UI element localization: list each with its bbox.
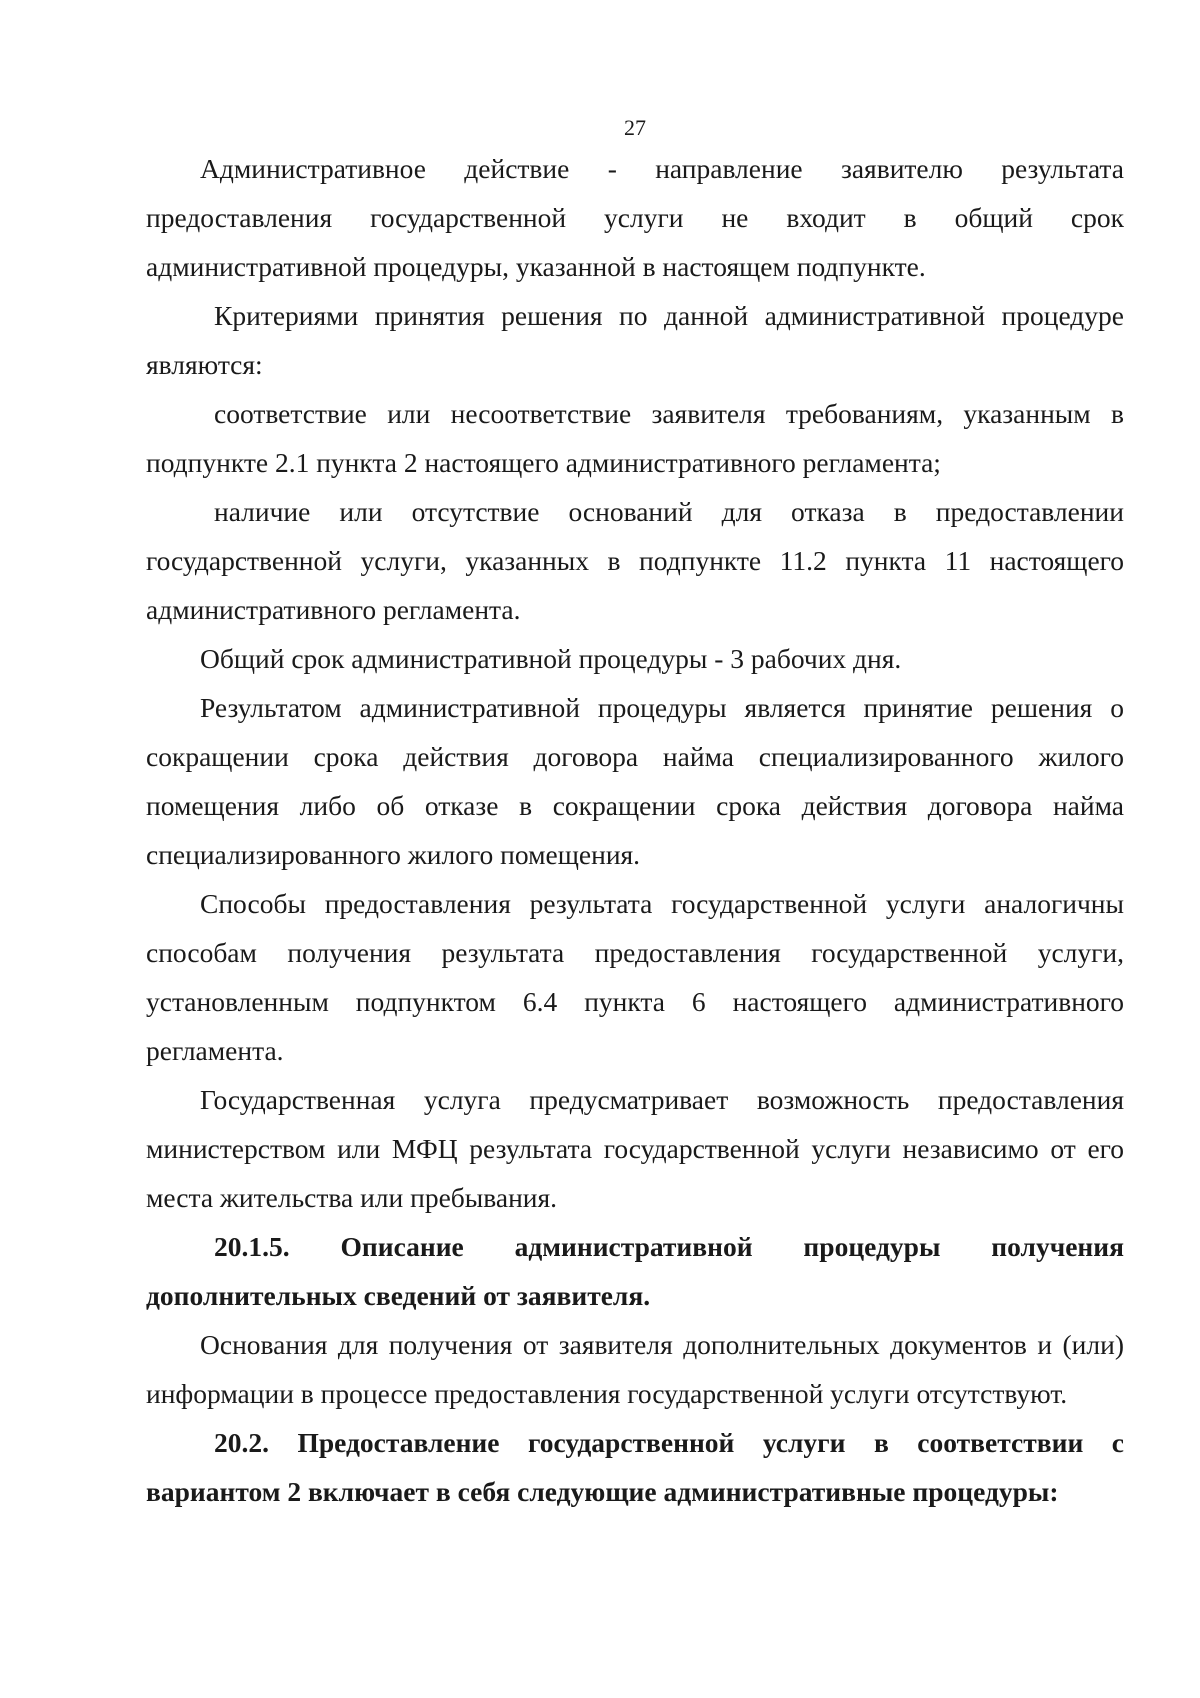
paragraph-extraterritorial: Государственная услуга предусматривает возможность предоставления министерством или МФЦ результата государственной услуги независимо от его места жительства или пребывания. [146, 1084, 1124, 1213]
paragraph-additional-info: Основания для получения от заявителя дополнительных документов и (или) информации в процессе предоставления государственной услуги отсутствуют. [146, 1329, 1124, 1409]
paragraph-criteria: Критериями принятия решения по данной административной процедуре являются: [146, 300, 1124, 380]
paragraph-result-methods: Способы предоставления результата государственной услуги аналогичны способам получения результата предоставления государственной услуги, установленным подпунктом 6.4 пункта 6 настоящего административного регламента. [146, 888, 1124, 1066]
paragraph-criterion-refusal-grounds: наличие или отсутствие оснований для отказа в предоставлении государственной услуги, указанных в подпункте 11.2 пункта 11 настоящего административного регламента. [146, 496, 1124, 625]
page-number: 27 [624, 115, 646, 140]
section-heading-20-2: 20.2. Предоставление государственной услуги в соответствии с вариантом 2 включает в себя следующие административные процедуры: [146, 1427, 1124, 1507]
section-heading-20-1-5: 20.1.5. Описание административной процедуры получения дополнительных сведений от заявителя. [146, 1231, 1124, 1311]
paragraph-criterion-compliance: соответствие или несоответствие заявителя требованиям, указанным в подпункте 2.1 пункта 2 настоящего административного регламента; [146, 398, 1124, 478]
document-body [146, 144, 1124, 1516]
paragraph-total-term: Общий срок административной процедуры - 3 рабочих дня. [200, 643, 902, 674]
paragraph-admin-action: Административное действие - направление заявителю результата предоставления государственной услуги не входит в общий срок административной процедуры, указанной в настоящем подпункте. [146, 153, 1124, 282]
paragraph-result: Результатом административной процедуры является принятие решения о сокращении срока действия договора найма специализированного жилого помещения либо об отказе в сокращении срока действия договора найма специализированного жилого помещения. [146, 692, 1124, 870]
